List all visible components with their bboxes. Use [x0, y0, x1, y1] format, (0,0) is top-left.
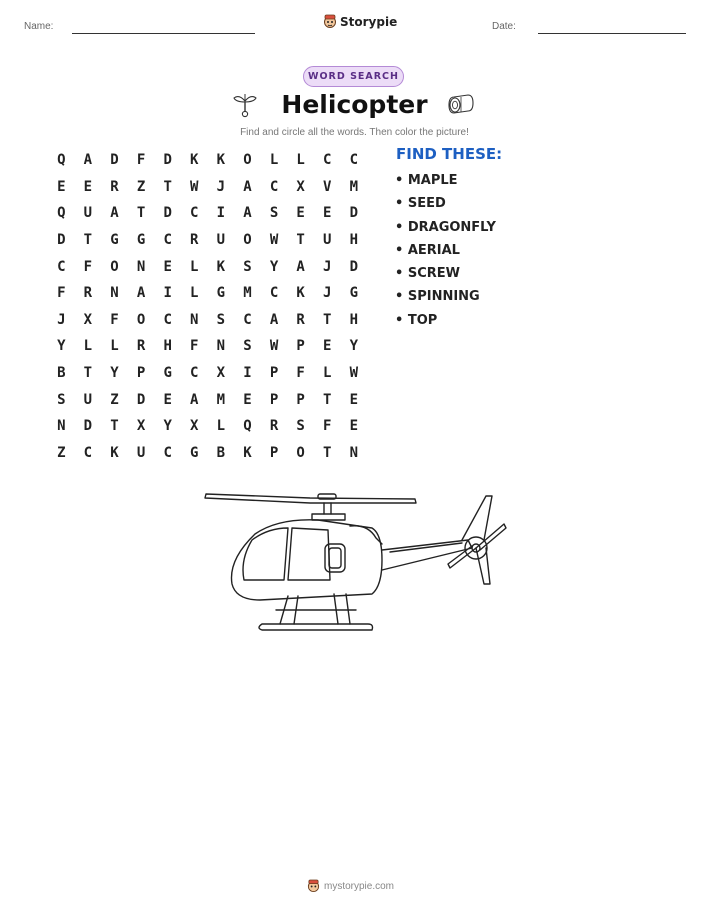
grid-cell[interactable]: E	[243, 391, 252, 408]
grid-cell[interactable]: E	[323, 205, 332, 222]
grid-cell[interactable]: D	[110, 152, 119, 169]
brand-name: Storypie	[340, 14, 398, 29]
grid-cell[interactable]: Q	[57, 152, 66, 169]
grid-cell[interactable]: K	[216, 152, 226, 169]
grid-cell[interactable]: D	[136, 391, 146, 408]
word-list-item: • AERIAL	[395, 242, 460, 258]
grid-cell[interactable]: D	[163, 205, 172, 222]
instructions: Find and circle all the words. Then color the picture!	[240, 127, 469, 138]
grid-cell[interactable]: M	[216, 391, 226, 408]
grid-cell[interactable]: C	[323, 152, 332, 169]
mascot-icon	[307, 879, 320, 893]
grid-cell[interactable]: W	[269, 232, 279, 249]
grid-cell[interactable]: O	[243, 152, 252, 169]
grid-cell[interactable]: P	[269, 391, 279, 408]
grid-cell[interactable]: O	[296, 444, 305, 461]
grid-cell[interactable]: W	[269, 338, 279, 355]
grid-cell[interactable]: R	[136, 338, 146, 355]
grid-cell[interactable]: S	[269, 205, 279, 222]
grid-cell[interactable]: B	[57, 365, 66, 382]
grid-cell[interactable]: A	[83, 152, 93, 169]
grid-cell[interactable]: L	[323, 365, 332, 382]
grid-cell[interactable]: I	[216, 205, 226, 222]
grid-cell[interactable]: U	[136, 444, 146, 461]
grid-cell[interactable]: C	[163, 444, 172, 461]
grid-cell[interactable]: D	[57, 232, 66, 249]
grid-cell[interactable]: E	[349, 418, 359, 435]
grid-cell[interactable]: D	[163, 152, 172, 169]
grid-cell[interactable]: F	[110, 311, 119, 328]
grid-cell[interactable]: F	[323, 418, 332, 435]
grid-cell[interactable]: N	[110, 285, 119, 302]
grid-cell[interactable]: G	[136, 232, 146, 249]
word-search-badge: WORD SEARCH	[303, 66, 404, 87]
grid-cell[interactable]: U	[83, 205, 93, 222]
grid-cell[interactable]: X	[216, 365, 226, 382]
grid-cell[interactable]: I	[243, 365, 252, 382]
grid-cell[interactable]: G	[163, 365, 172, 382]
footer	[307, 879, 394, 893]
grid-cell[interactable]: A	[243, 178, 252, 195]
grid-cell[interactable]: E	[163, 391, 172, 408]
grid-cell[interactable]: K	[216, 258, 226, 275]
title-row	[0, 90, 709, 119]
grid-cell[interactable]: K	[110, 444, 119, 461]
grid-cell[interactable]: Y	[57, 338, 66, 355]
grid-cell[interactable]: C	[57, 258, 66, 275]
word-list-item: • SPINNING	[395, 289, 480, 305]
grid-cell[interactable]: R	[296, 311, 305, 328]
grid-cell[interactable]: A	[296, 258, 305, 275]
word-list-item: • SCREW	[395, 266, 460, 282]
date-line	[538, 33, 686, 34]
grid-cell[interactable]: C	[163, 311, 172, 328]
grid-cell[interactable]: C	[243, 311, 252, 328]
name-line	[72, 33, 255, 34]
grid-cell[interactable]: A	[190, 391, 199, 408]
grid-cell[interactable]: Q	[243, 418, 252, 435]
grid-cell[interactable]: L	[190, 258, 199, 275]
grid-cell[interactable]: A	[243, 205, 252, 222]
grid-cell[interactable]: E	[57, 178, 66, 195]
grid-cell[interactable]: Z	[110, 391, 119, 408]
grid-cell[interactable]: Q	[57, 205, 66, 222]
grid-cell[interactable]: J	[323, 285, 332, 302]
grid-cell[interactable]: J	[323, 258, 332, 275]
grid-cell[interactable]: Y	[349, 338, 359, 355]
grid-cell[interactable]: R	[110, 178, 119, 195]
grid-cell[interactable]: F	[136, 152, 146, 169]
grid-cell[interactable]: L	[110, 338, 119, 355]
grid-cell[interactable]: T	[323, 444, 332, 461]
grid-cell[interactable]: C	[269, 178, 279, 195]
word-list-item: • DRAGONFLY	[395, 219, 496, 235]
grid-cell[interactable]: E	[83, 178, 93, 195]
grid-cell[interactable]: G	[190, 444, 199, 461]
footer-url[interactable]: mystorypie.com	[324, 880, 395, 892]
grid-cell[interactable]: Y	[110, 365, 119, 382]
grid-cell[interactable]: S	[216, 311, 226, 328]
grid-cell[interactable]: E	[163, 258, 172, 275]
grid-cell[interactable]: Z	[57, 444, 66, 461]
grid-cell[interactable]: N	[349, 444, 359, 461]
grid-cell[interactable]: T	[163, 178, 172, 195]
grid-cell[interactable]: O	[110, 258, 119, 275]
grid-cell[interactable]: P	[296, 338, 305, 355]
grid-cell[interactable]: T	[110, 418, 119, 435]
grid-cell[interactable]: T	[296, 232, 305, 249]
grid-cell[interactable]: A	[110, 205, 119, 222]
grid-cell[interactable]: F	[296, 365, 305, 382]
grid-cell[interactable]: X	[296, 178, 305, 195]
grid-cell[interactable]: Y	[269, 258, 279, 275]
grid-cell[interactable]: C	[190, 365, 199, 382]
grid-cell[interactable]: U	[83, 391, 93, 408]
grid-cell[interactable]: T	[323, 391, 332, 408]
word-list-item: • MAPLE	[395, 173, 458, 188]
grid-cell[interactable]: H	[349, 311, 359, 328]
brand-logo	[323, 14, 397, 29]
helicopter-illustration	[200, 488, 510, 640]
grid-cell[interactable]: N	[216, 338, 226, 355]
grid-cell[interactable]: N	[136, 258, 146, 275]
grid-cell[interactable]: Y	[163, 418, 172, 435]
word-list-item: • SEED	[395, 196, 446, 212]
grid-cell[interactable]: W	[349, 365, 359, 382]
grid-cell[interactable]: X	[136, 418, 146, 435]
grid-cell[interactable]: P	[269, 365, 279, 382]
letter-grid[interactable]	[48, 147, 367, 466]
grid-cell[interactable]: X	[83, 311, 93, 328]
grid-cell[interactable]: Z	[136, 178, 146, 195]
date-label: Date:	[492, 21, 516, 32]
word-list-item: • TOP	[395, 312, 438, 328]
word-list-title: FIND THESE:	[396, 145, 503, 163]
page-title: Helicopter	[281, 90, 428, 119]
grid-cell[interactable]: V	[323, 178, 332, 195]
grid-cell[interactable]: L	[269, 152, 279, 169]
grid-cell[interactable]: K	[296, 285, 305, 302]
grid-cell[interactable]: S	[57, 391, 66, 408]
grid-cell[interactable]: J	[216, 178, 226, 195]
grid-cell[interactable]: N	[190, 311, 199, 328]
grid-cell[interactable]: R	[83, 285, 93, 302]
grid-cell[interactable]: D	[349, 205, 359, 222]
mascot-icon	[323, 14, 337, 29]
grid-cell[interactable]: U	[216, 232, 226, 249]
grid-cell[interactable]: G	[349, 285, 359, 302]
grid-cell[interactable]: P	[296, 391, 305, 408]
grid-cell[interactable]: K	[243, 444, 252, 461]
grid-cell[interactable]: N	[57, 418, 66, 435]
propeller-seed-icon	[233, 92, 257, 118]
grid-cell[interactable]: L	[216, 418, 226, 435]
grid-cell[interactable]: O	[136, 311, 146, 328]
name-label: Name:	[24, 21, 54, 32]
grid-cell[interactable]: C	[163, 232, 172, 249]
grid-cell[interactable]: A	[269, 311, 279, 328]
grid-cell[interactable]: T	[83, 365, 93, 382]
grid-cell[interactable]: P	[269, 444, 279, 461]
grid-cell[interactable]: D	[349, 258, 359, 275]
grid-cell[interactable]: L	[83, 338, 93, 355]
grid-cell[interactable]: T	[136, 205, 146, 222]
grid-cell[interactable]: D	[83, 418, 93, 435]
grid-cell[interactable]: F	[190, 338, 199, 355]
grid-cell[interactable]: J	[57, 311, 66, 328]
grid-cell[interactable]: R	[190, 232, 199, 249]
grid-cell[interactable]: L	[296, 152, 305, 169]
grid-cell[interactable]: C	[269, 285, 279, 302]
grid-cell[interactable]: W	[190, 178, 199, 195]
grid-cell[interactable]: F	[83, 258, 93, 275]
grid-cell[interactable]: S	[243, 258, 252, 275]
grid-cell[interactable]: G	[216, 285, 226, 302]
grid-cell[interactable]: S	[243, 338, 252, 355]
grid-cell[interactable]: K	[190, 152, 199, 169]
word-list	[395, 171, 496, 334]
grid-cell[interactable]: O	[243, 232, 252, 249]
grid-cell[interactable]: R	[269, 418, 279, 435]
grid-cell[interactable]: X	[190, 418, 199, 435]
grid-cell[interactable]: C	[83, 444, 93, 461]
grid-cell[interactable]: I	[163, 285, 172, 302]
grid-cell[interactable]: A	[136, 285, 146, 302]
tube-icon	[446, 94, 476, 116]
grid-cell[interactable]: C	[190, 205, 199, 222]
grid-cell[interactable]: M	[349, 178, 359, 195]
grid-cell[interactable]: S	[296, 418, 305, 435]
grid-cell[interactable]: E	[349, 391, 359, 408]
grid-cell[interactable]: G	[110, 232, 119, 249]
grid-cell[interactable]: C	[349, 152, 359, 169]
grid-cell[interactable]: H	[163, 338, 172, 355]
grid-cell[interactable]: F	[57, 285, 66, 302]
grid-cell[interactable]: P	[136, 365, 146, 382]
grid-cell[interactable]: T	[83, 232, 93, 249]
grid-cell[interactable]: U	[323, 232, 332, 249]
grid-cell[interactable]: B	[216, 444, 226, 461]
grid-cell[interactable]: E	[323, 338, 332, 355]
grid-cell[interactable]: M	[243, 285, 252, 302]
grid-cell[interactable]: E	[296, 205, 305, 222]
grid-cell[interactable]: T	[323, 311, 332, 328]
grid-cell[interactable]: L	[190, 285, 199, 302]
grid-cell[interactable]: H	[349, 232, 359, 249]
